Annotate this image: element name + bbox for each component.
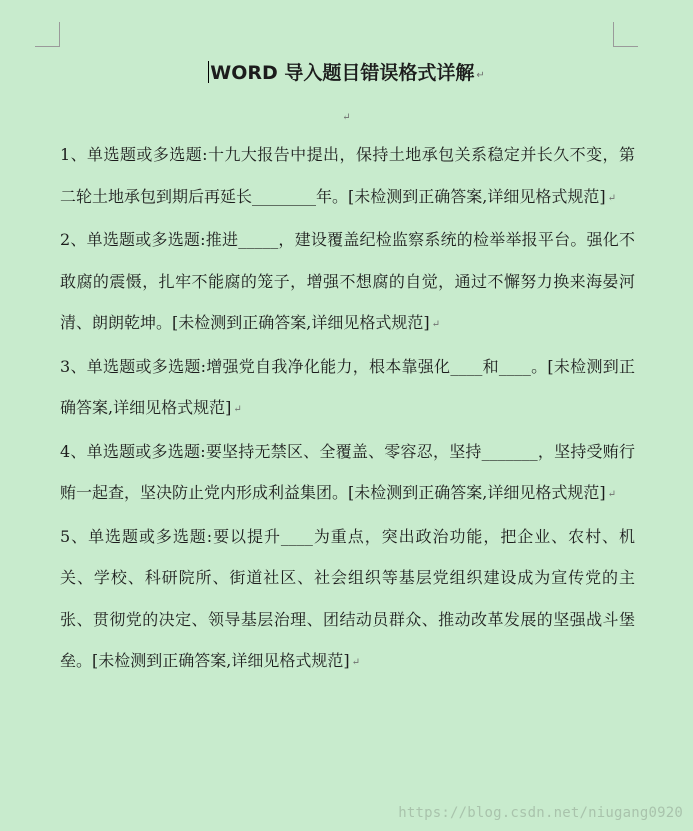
question-paragraph bbox=[60, 219, 635, 346]
watermark-url: https://blog.csdn.net/niugang0920 bbox=[398, 805, 683, 821]
document-body bbox=[60, 134, 635, 684]
paragraph-mark-icon: ↵ bbox=[233, 404, 242, 415]
crop-mark-top-left bbox=[35, 22, 60, 47]
paragraph-mark-icon: ↵ bbox=[607, 192, 616, 204]
document-title bbox=[0, 58, 693, 91]
empty-paragraph bbox=[0, 106, 693, 128]
question-text: 2、单选题或多选题:推进_____，建设覆盖纪检监察系统的检举举报平台。强化不敢腐的震慑，扎牢不能腐的笼子，增强不想腐的自觉，通过不懈努力换来海晏河清、朗朗乾坤。[未检测到正确答案,详细见格式规范] bbox=[60, 230, 635, 332]
question-text: 5、单选题或多选题:要以提升____为重点，突出政治功能，把企业、农村、机关、学校、科研院所、街道社区、社会组织等基层党组织建设成为宣传党的主张、贯彻党的决定、领导基层治理、团结动员群众、推动改革发展的坚强战斗堡垒。[未检测到正确答案,详细见格式规范] bbox=[60, 526, 635, 670]
paragraph-mark-icon: ↵ bbox=[351, 657, 360, 668]
paragraph-mark-icon: ↵ bbox=[431, 319, 440, 330]
question-paragraph bbox=[60, 431, 635, 516]
question-paragraph bbox=[60, 134, 635, 219]
paragraph-mark-icon: ↵ bbox=[476, 70, 485, 81]
crop-mark-top-right bbox=[613, 22, 638, 47]
document-title-text: WORD 导入题目错误格式详解 bbox=[210, 62, 475, 84]
paragraph-mark-icon: ↵ bbox=[607, 489, 616, 500]
question-paragraph bbox=[60, 516, 635, 684]
question-paragraph bbox=[60, 346, 635, 431]
question-text: 1、单选题或多选题:十九大报告中提出，保持土地承包关系稳定并长久不变，第二轮土地承包到期后再延长________年。[未检测到正确答案,详细见格式规范] bbox=[60, 145, 635, 206]
question-text: 4、单选题或多选题:要坚持无禁区、全覆盖、零容忍，坚持_______，坚持受贿行贿一起查，坚决防止党内形成利益集团。[未检测到正确答案,详细见格式规范] bbox=[60, 441, 635, 502]
question-text: 3、单选题或多选题:增强党自我净化能力，根本靠强化____和____。[未检测到正确答案,详细见格式规范] bbox=[60, 356, 635, 417]
paragraph-mark-icon: ↵ bbox=[342, 112, 351, 123]
